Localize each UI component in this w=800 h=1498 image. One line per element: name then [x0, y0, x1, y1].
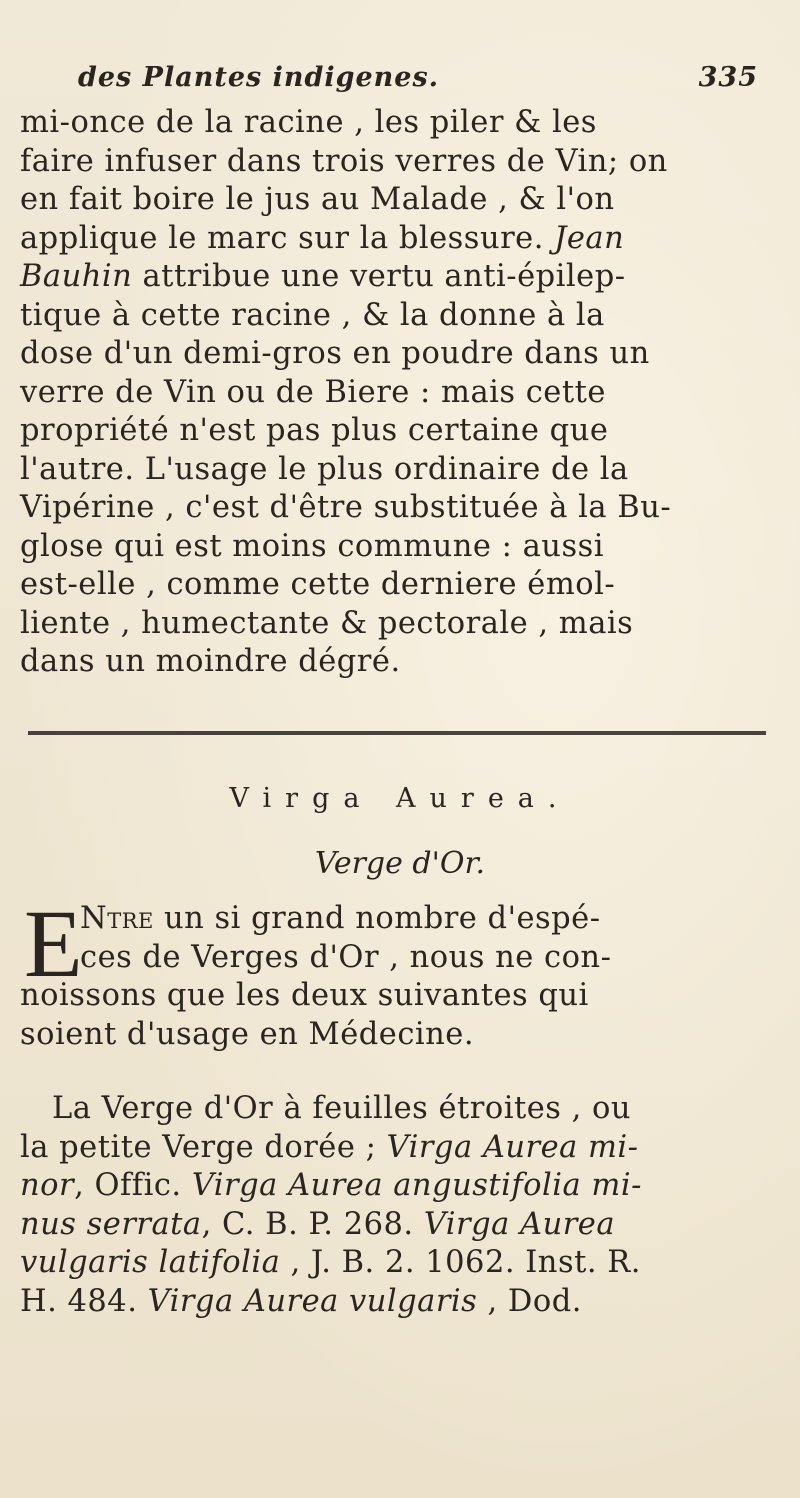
text-line — [20, 258, 772, 297]
text-line — [20, 1244, 772, 1283]
text-line — [20, 900, 772, 939]
text-line: ces de Verges d'Or , nous ne con- — [80, 939, 612, 975]
author-name-italic: Bauhin — [20, 259, 133, 294]
text-line: Vipérine , c'est d'être substituée à la Bu- — [20, 490, 672, 525]
text-segment: H. 484. — [20, 1283, 138, 1319]
text-segment: applique le marc sur la blessure. — [20, 220, 544, 256]
text-line: dans un moindre dégré. — [20, 644, 401, 679]
text-line — [20, 1206, 772, 1245]
text-line: verre de Vin ou de Biere : mais cette — [20, 374, 606, 410]
paragraph-viperine — [20, 104, 772, 682]
drop-cap-letter: E — [24, 890, 83, 997]
paragraph-verge-feuilles-etroites — [20, 1090, 772, 1321]
text-line: l'autre. L'usage le plus ordinaire de la — [20, 451, 629, 487]
author-name-italic: Jean — [554, 220, 625, 256]
text-line — [20, 1283, 772, 1322]
section-title: Virga Aurea. — [229, 783, 571, 814]
paragraph-intro-virga — [20, 890, 772, 1054]
text-line: propriété n'est pas plus certaine que — [20, 413, 609, 448]
text-line: soient d'usage en Médecine. — [20, 1016, 475, 1052]
text-segment: la petite Verge dorée ; — [20, 1129, 377, 1165]
text-line: La Verge d'Or à feuilles étroites , ou — [52, 1091, 632, 1126]
text-line: en fait boire le jus au Malade , & l'on — [20, 182, 615, 217]
text-line — [20, 220, 772, 259]
text-line: noissons que les deux suivantes qui — [20, 978, 589, 1013]
section-subtitle: Verge d'Or. — [314, 846, 486, 881]
text-segment: attribue une vertu anti-épilep- — [142, 259, 626, 294]
latin-name-italic: Virga Aurea — [423, 1206, 616, 1242]
first-word-smallcaps: Ntre — [80, 901, 154, 936]
section-divider-rule — [28, 731, 766, 735]
text-line — [20, 1167, 772, 1206]
latin-name-italic: Virga Aurea angustifolia mi- — [191, 1168, 642, 1203]
text-segment: , Dod. — [487, 1283, 582, 1319]
text-line: dose d'un demi-gros en poudre dans un — [20, 336, 650, 371]
text-line: glose qui est moins commune : aussi — [20, 528, 605, 564]
latin-name-italic: nor — [20, 1168, 75, 1203]
latin-name-italic: nus serrata — [20, 1206, 202, 1242]
running-title: des Plantes indigenes. — [78, 62, 440, 93]
text-line: faire infuser dans trois verres de Vin; on — [20, 143, 668, 179]
text-segment: , J. B. 2. 1062. Inst. R. — [280, 1245, 641, 1280]
text-segment: un si grand nombre d'espé- — [153, 901, 601, 936]
text-segment: , Offic. — [74, 1168, 182, 1203]
latin-name-italic: Virga Aurea mi- — [386, 1129, 639, 1165]
running-header — [78, 62, 758, 98]
text-line: est-elle , comme cette derniere émol- — [20, 567, 616, 602]
page-number: 335 — [698, 62, 758, 93]
text-segment: , C. B. P. 268. — [201, 1206, 414, 1242]
text-line: mi-once de la racine , les piler & les — [20, 105, 597, 140]
text-line: tique à cette racine , & la donne à la — [20, 297, 605, 333]
text-line — [20, 1129, 772, 1168]
latin-name-italic: Virga Aurea vulgaris — [147, 1283, 478, 1319]
latin-name-italic: vulgaris latifolia — [20, 1245, 281, 1280]
text-line: liente , humectante & pectorale , mais — [20, 605, 634, 641]
